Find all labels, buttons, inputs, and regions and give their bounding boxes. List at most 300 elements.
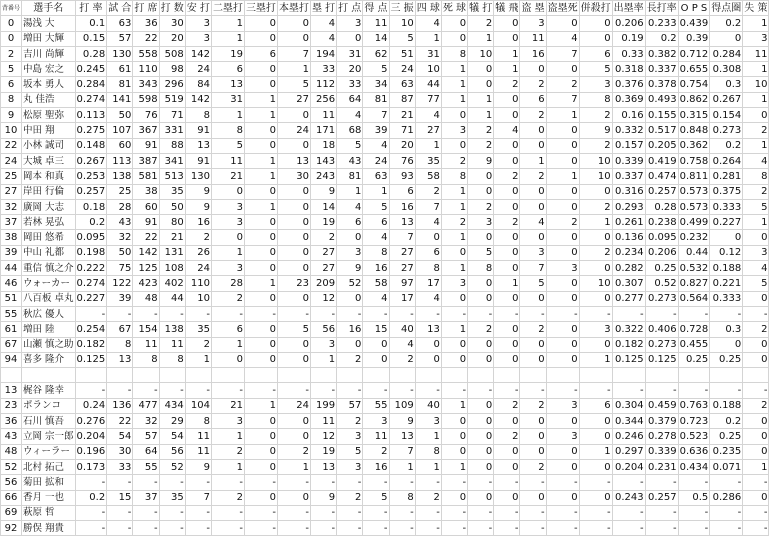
cell-stat[interactable]: 29 bbox=[159, 414, 185, 429]
cell-stat[interactable]: - bbox=[75, 383, 107, 398]
cell-stat[interactable]: 2 bbox=[520, 398, 546, 413]
cell-player-name[interactable]: 岡本 和真 bbox=[22, 169, 76, 184]
cell-stat[interactable]: 0 bbox=[743, 291, 769, 306]
cell-stat[interactable]: 1 bbox=[441, 398, 467, 413]
cell-stat[interactable]: 0.307 bbox=[612, 276, 645, 291]
cell-stat[interactable]: 0 bbox=[441, 138, 467, 153]
cell-stat[interactable]: 0 bbox=[494, 291, 520, 306]
cell-stat[interactable]: - bbox=[337, 306, 363, 321]
cell-stat[interactable]: - bbox=[107, 306, 133, 321]
cell-stat[interactable]: 3 bbox=[337, 429, 363, 444]
cell-stat[interactable]: 0 bbox=[546, 123, 579, 138]
cell-stat[interactable]: - bbox=[546, 306, 579, 321]
cell-stat[interactable]: 5 bbox=[468, 245, 494, 260]
cell-stat[interactable]: 56 bbox=[159, 444, 185, 459]
cell-stat[interactable]: 2 bbox=[468, 16, 494, 31]
cell-stat[interactable]: 2 bbox=[579, 245, 612, 260]
cell-stat[interactable]: 21 bbox=[159, 230, 185, 245]
cell-stat[interactable]: 0 bbox=[211, 230, 244, 245]
cell-stat[interactable]: 0.095 bbox=[75, 230, 107, 245]
cell-stat[interactable]: 1 bbox=[468, 108, 494, 123]
cell-stat[interactable]: 558 bbox=[133, 46, 159, 61]
cell-stat[interactable]: 0 bbox=[743, 429, 769, 444]
cell-stat[interactable]: 1 bbox=[743, 459, 769, 474]
cell-stat[interactable]: 51 bbox=[389, 46, 415, 61]
cell-stat[interactable]: 0.157 bbox=[612, 138, 645, 153]
cell-stat[interactable]: 0 bbox=[520, 199, 546, 214]
cell-stat[interactable]: 0 bbox=[494, 31, 520, 46]
cell-stat[interactable]: 1 bbox=[546, 169, 579, 184]
cell-stat[interactable]: 0.532 bbox=[678, 261, 710, 276]
cell-stat[interactable]: 0.573 bbox=[678, 184, 710, 199]
cell-stat[interactable]: - bbox=[579, 306, 612, 321]
cell-stat[interactable]: 0.28 bbox=[645, 199, 678, 214]
cell-stat[interactable]: 0.723 bbox=[678, 414, 710, 429]
cell-stat[interactable]: 33 bbox=[310, 62, 336, 77]
cell-stat[interactable]: 93 bbox=[389, 169, 415, 184]
cell-stat[interactable]: 0 bbox=[743, 352, 769, 367]
cell-stat[interactable]: 13 bbox=[211, 77, 244, 92]
cell-stat[interactable]: 0.811 bbox=[678, 169, 710, 184]
cell-stat[interactable]: 9 bbox=[389, 414, 415, 429]
cell-stat[interactable]: - bbox=[159, 383, 185, 398]
cell-stat[interactable]: - bbox=[310, 383, 336, 398]
cell-stat[interactable]: - bbox=[494, 505, 520, 520]
cell-stat[interactable]: - bbox=[107, 383, 133, 398]
cell-stat[interactable] bbox=[277, 368, 310, 383]
cell-number[interactable]: 66 bbox=[1, 490, 22, 505]
cell-player-name[interactable] bbox=[22, 368, 76, 383]
cell-stat[interactable]: 1 bbox=[441, 77, 467, 92]
cell-stat[interactable]: 52 bbox=[337, 276, 363, 291]
cell-stat[interactable]: 11 bbox=[211, 153, 244, 168]
cell-stat[interactable]: 1 bbox=[441, 184, 467, 199]
cell-player-name[interactable]: 北村 拓己 bbox=[22, 459, 76, 474]
cell-stat[interactable]: - bbox=[133, 306, 159, 321]
cell-stat[interactable]: - bbox=[468, 521, 494, 536]
cell-stat[interactable]: 0 bbox=[468, 414, 494, 429]
cell-stat[interactable]: 2 bbox=[310, 230, 336, 245]
cell-stat[interactable]: 19 bbox=[310, 215, 336, 230]
cell-stat[interactable]: 0 bbox=[546, 490, 579, 505]
cell-stat[interactable]: - bbox=[211, 521, 244, 536]
cell-stat[interactable]: 1 bbox=[494, 46, 520, 61]
cell-stat[interactable]: 0.227 bbox=[75, 291, 107, 306]
cell-stat[interactable]: 0 bbox=[468, 337, 494, 352]
cell-stat[interactable]: 0 bbox=[441, 414, 467, 429]
cell-stat[interactable]: 2 bbox=[468, 199, 494, 214]
cell-stat[interactable]: 2 bbox=[468, 322, 494, 337]
cell-number[interactable]: 67 bbox=[1, 337, 22, 352]
cell-player-name[interactable]: 丸 佳浩 bbox=[22, 92, 76, 107]
cell-stat[interactable]: 4 bbox=[310, 16, 336, 31]
cell-stat[interactable]: 0 bbox=[494, 322, 520, 337]
cell-stat[interactable]: 13 bbox=[277, 153, 310, 168]
cell-stat[interactable]: - bbox=[710, 475, 743, 490]
cell-stat[interactable]: 3 bbox=[579, 322, 612, 337]
cell-stat[interactable]: 40 bbox=[389, 322, 415, 337]
cell-stat[interactable]: 1 bbox=[441, 92, 467, 107]
cell-stat[interactable]: - bbox=[678, 521, 710, 536]
cell-stat[interactable]: - bbox=[337, 521, 363, 536]
cell-stat[interactable]: 57 bbox=[337, 398, 363, 413]
column-header[interactable]: 盗 塁 bbox=[520, 1, 546, 16]
cell-stat[interactable]: 0.16 bbox=[612, 108, 645, 123]
cell-stat[interactable]: 0 bbox=[494, 490, 520, 505]
cell-number[interactable]: 0 bbox=[1, 16, 22, 31]
cell-stat[interactable]: 2 bbox=[468, 138, 494, 153]
cell-stat[interactable]: 0.2 bbox=[710, 414, 743, 429]
cell-stat[interactable]: - bbox=[277, 521, 310, 536]
cell-stat[interactable]: 3 bbox=[441, 276, 467, 291]
cell-stat[interactable]: 108 bbox=[159, 261, 185, 276]
cell-stat[interactable]: 7 bbox=[546, 92, 579, 107]
cell-stat[interactable]: 0.375 bbox=[710, 184, 743, 199]
cell-stat[interactable]: - bbox=[185, 505, 211, 520]
cell-stat[interactable]: - bbox=[107, 505, 133, 520]
cell-stat[interactable]: - bbox=[211, 475, 244, 490]
cell-stat[interactable]: 1 bbox=[244, 108, 277, 123]
cell-stat[interactable]: 91 bbox=[133, 138, 159, 153]
cell-number[interactable]: 38 bbox=[1, 230, 22, 245]
cell-stat[interactable]: - bbox=[441, 383, 467, 398]
cell-stat[interactable]: 0.182 bbox=[75, 337, 107, 352]
cell-stat[interactable]: 2 bbox=[211, 444, 244, 459]
column-header[interactable]: 試 合 bbox=[107, 1, 133, 16]
cell-stat[interactable]: 71 bbox=[389, 123, 415, 138]
cell-stat[interactable]: 1 bbox=[579, 215, 612, 230]
cell-stat[interactable]: 0.378 bbox=[645, 77, 678, 92]
cell-stat[interactable]: 14 bbox=[363, 31, 389, 46]
cell-player-name[interactable]: 若林 晃弘 bbox=[22, 215, 76, 230]
cell-stat[interactable]: 0.25 bbox=[645, 261, 678, 276]
cell-stat[interactable]: 16 bbox=[363, 459, 389, 474]
cell-stat[interactable]: 60 bbox=[133, 199, 159, 214]
cell-stat[interactable]: 0.19 bbox=[612, 31, 645, 46]
cell-stat[interactable]: 0 bbox=[468, 459, 494, 474]
cell-stat[interactable]: 343 bbox=[133, 77, 159, 92]
cell-stat[interactable]: 8 bbox=[211, 123, 244, 138]
cell-stat[interactable]: 0 bbox=[520, 352, 546, 367]
cell-stat[interactable]: - bbox=[244, 383, 277, 398]
cell-stat[interactable]: 0 bbox=[520, 291, 546, 306]
cell-stat[interactable]: - bbox=[743, 521, 769, 536]
cell-stat[interactable]: 0.204 bbox=[75, 429, 107, 444]
cell-number[interactable]: 92 bbox=[1, 521, 22, 536]
cell-stat[interactable]: 17 bbox=[415, 276, 441, 291]
cell-stat[interactable]: - bbox=[468, 383, 494, 398]
cell-number[interactable]: 43 bbox=[1, 429, 22, 444]
column-header[interactable]: 犠 飛 bbox=[494, 1, 520, 16]
cell-stat[interactable]: 0 bbox=[546, 352, 579, 367]
cell-stat[interactable]: 423 bbox=[133, 276, 159, 291]
cell-stat[interactable]: 2 bbox=[337, 352, 363, 367]
cell-stat[interactable]: 0.439 bbox=[678, 16, 710, 31]
cell-stat[interactable] bbox=[337, 368, 363, 383]
cell-stat[interactable] bbox=[133, 368, 159, 383]
cell-stat[interactable]: 9 bbox=[579, 123, 612, 138]
cell-stat[interactable]: 0 bbox=[244, 490, 277, 505]
cell-stat[interactable]: 5 bbox=[743, 199, 769, 214]
cell-stat[interactable]: 0 bbox=[520, 230, 546, 245]
cell-stat[interactable]: - bbox=[743, 505, 769, 520]
cell-stat[interactable]: 2 bbox=[579, 108, 612, 123]
cell-stat[interactable]: 0.316 bbox=[612, 184, 645, 199]
cell-stat[interactable]: 0 bbox=[441, 31, 467, 46]
cell-stat[interactable]: 1 bbox=[468, 92, 494, 107]
cell-stat[interactable]: 0.155 bbox=[645, 108, 678, 123]
cell-stat[interactable]: 38 bbox=[133, 184, 159, 199]
cell-stat[interactable]: 44 bbox=[415, 77, 441, 92]
cell-stat[interactable]: 98 bbox=[159, 62, 185, 77]
cell-stat[interactable]: 0.337 bbox=[645, 62, 678, 77]
column-header[interactable]: 併殺打 bbox=[579, 1, 612, 16]
cell-stat[interactable]: - bbox=[277, 505, 310, 520]
cell-stat[interactable]: 16 bbox=[337, 322, 363, 337]
cell-stat[interactable]: 5 bbox=[277, 77, 310, 92]
cell-stat[interactable]: 64 bbox=[133, 444, 159, 459]
cell-stat[interactable]: 0.369 bbox=[612, 92, 645, 107]
cell-number[interactable]: 36 bbox=[1, 414, 22, 429]
cell-stat[interactable]: - bbox=[678, 306, 710, 321]
cell-stat[interactable]: 0.274 bbox=[75, 276, 107, 291]
cell-stat[interactable]: - bbox=[612, 521, 645, 536]
cell-stat[interactable]: 0.308 bbox=[710, 62, 743, 77]
cell-stat[interactable]: 10 bbox=[389, 16, 415, 31]
cell-stat[interactable]: 8 bbox=[415, 261, 441, 276]
cell-stat[interactable]: 3 bbox=[579, 77, 612, 92]
cell-stat[interactable]: 2 bbox=[546, 77, 579, 92]
cell-stat[interactable]: 8 bbox=[579, 92, 612, 107]
cell-player-name[interactable]: 大城 卓三 bbox=[22, 153, 76, 168]
cell-stat[interactable]: - bbox=[710, 505, 743, 520]
cell-stat[interactable]: 20 bbox=[337, 62, 363, 77]
cell-stat[interactable]: 1 bbox=[244, 398, 277, 413]
cell-stat[interactable]: 24 bbox=[389, 62, 415, 77]
cell-stat[interactable]: 0 bbox=[244, 184, 277, 199]
cell-player-name[interactable]: 萩原 哲 bbox=[22, 505, 76, 520]
column-header[interactable]: 塁 打 bbox=[310, 1, 336, 16]
cell-stat[interactable]: 0 bbox=[494, 414, 520, 429]
cell-stat[interactable]: 0.254 bbox=[75, 322, 107, 337]
cell-stat[interactable]: 0 bbox=[579, 230, 612, 245]
cell-stat[interactable]: 8 bbox=[743, 169, 769, 184]
cell-stat[interactable]: 0.198 bbox=[75, 245, 107, 260]
cell-stat[interactable]: 3 bbox=[337, 245, 363, 260]
cell-stat[interactable]: 0.763 bbox=[678, 398, 710, 413]
cell-stat[interactable]: 63 bbox=[363, 169, 389, 184]
cell-stat[interactable]: 5 bbox=[520, 276, 546, 291]
cell-stat[interactable]: 2 bbox=[494, 77, 520, 92]
cell-stat[interactable]: - bbox=[277, 306, 310, 321]
cell-stat[interactable]: - bbox=[546, 383, 579, 398]
cell-stat[interactable]: 1 bbox=[211, 245, 244, 260]
cell-stat[interactable]: - bbox=[579, 521, 612, 536]
cell-stat[interactable]: - bbox=[107, 475, 133, 490]
cell-stat[interactable]: 2 bbox=[185, 230, 211, 245]
cell-stat[interactable]: - bbox=[185, 306, 211, 321]
cell-stat[interactable]: 1 bbox=[520, 153, 546, 168]
cell-number[interactable]: 23 bbox=[1, 398, 22, 413]
cell-number[interactable]: 48 bbox=[1, 444, 22, 459]
cell-stat[interactable]: 35 bbox=[159, 490, 185, 505]
cell-stat[interactable]: 1 bbox=[244, 169, 277, 184]
column-header[interactable]: 打 席 bbox=[133, 1, 159, 16]
cell-stat[interactable]: 8 bbox=[415, 444, 441, 459]
cell-stat[interactable]: 0 bbox=[743, 337, 769, 352]
cell-stat[interactable]: - bbox=[520, 306, 546, 321]
cell-stat[interactable]: 0.655 bbox=[678, 62, 710, 77]
cell-stat[interactable]: 141 bbox=[107, 92, 133, 107]
cell-stat[interactable]: 0 bbox=[494, 459, 520, 474]
cell-stat[interactable]: 0.113 bbox=[75, 108, 107, 123]
cell-stat[interactable]: 112 bbox=[310, 77, 336, 92]
cell-stat[interactable]: 136 bbox=[107, 398, 133, 413]
cell-stat[interactable]: - bbox=[244, 521, 277, 536]
cell-stat[interactable]: 11 bbox=[363, 429, 389, 444]
cell-stat[interactable]: 91 bbox=[185, 153, 211, 168]
cell-stat[interactable]: 0 bbox=[546, 153, 579, 168]
cell-number[interactable]: 5 bbox=[1, 62, 22, 77]
cell-stat[interactable]: - bbox=[468, 306, 494, 321]
cell-stat[interactable]: - bbox=[310, 306, 336, 321]
cell-stat[interactable]: 0.173 bbox=[75, 459, 107, 474]
cell-stat[interactable]: 0.827 bbox=[678, 276, 710, 291]
cell-stat[interactable]: 0 bbox=[277, 31, 310, 46]
cell-stat[interactable]: 0.284 bbox=[75, 77, 107, 92]
cell-stat[interactable]: 0 bbox=[363, 352, 389, 367]
cell-stat[interactable]: - bbox=[107, 521, 133, 536]
cell-stat[interactable]: 0.284 bbox=[710, 46, 743, 61]
cell-stat[interactable]: 0.379 bbox=[645, 414, 678, 429]
cell-stat[interactable]: 0.25 bbox=[710, 429, 743, 444]
cell-stat[interactable]: 0 bbox=[546, 230, 579, 245]
cell-stat[interactable] bbox=[743, 368, 769, 383]
cell-stat[interactable]: 0 bbox=[211, 184, 244, 199]
cell-stat[interactable]: 0.257 bbox=[645, 184, 678, 199]
cell-stat[interactable]: 88 bbox=[159, 138, 185, 153]
cell-stat[interactable]: 0 bbox=[244, 261, 277, 276]
cell-stat[interactable]: 0 bbox=[441, 429, 467, 444]
cell-stat[interactable]: 24 bbox=[277, 398, 310, 413]
cell-stat[interactable]: 0 bbox=[494, 337, 520, 352]
cell-stat[interactable]: 0.459 bbox=[645, 398, 678, 413]
cell-stat[interactable]: 4 bbox=[389, 337, 415, 352]
cell-stat[interactable]: 171 bbox=[310, 123, 336, 138]
cell-stat[interactable]: 22 bbox=[133, 230, 159, 245]
cell-stat[interactable]: - bbox=[133, 505, 159, 520]
cell-stat[interactable]: 5 bbox=[211, 138, 244, 153]
cell-stat[interactable]: - bbox=[389, 505, 415, 520]
cell-stat[interactable]: 0.205 bbox=[645, 138, 678, 153]
cell-stat[interactable]: 21 bbox=[211, 398, 244, 413]
cell-stat[interactable]: 64 bbox=[337, 92, 363, 107]
cell-stat[interactable]: 11 bbox=[363, 16, 389, 31]
cell-stat[interactable]: 11 bbox=[743, 46, 769, 61]
cell-stat[interactable] bbox=[185, 368, 211, 383]
cell-stat[interactable]: 0.277 bbox=[612, 291, 645, 306]
cell-stat[interactable]: 35 bbox=[159, 184, 185, 199]
cell-player-name[interactable]: 湯浅 大 bbox=[22, 16, 76, 31]
cell-stat[interactable]: 7 bbox=[363, 108, 389, 123]
cell-stat[interactable]: 8 bbox=[389, 490, 415, 505]
cell-stat[interactable]: - bbox=[389, 521, 415, 536]
cell-stat[interactable]: 0 bbox=[441, 337, 467, 352]
cell-stat[interactable]: 0.136 bbox=[612, 230, 645, 245]
cell-stat[interactable]: 2 bbox=[211, 291, 244, 306]
cell-stat[interactable]: 40 bbox=[415, 398, 441, 413]
cell-stat[interactable]: 9 bbox=[185, 459, 211, 474]
cell-stat[interactable]: 2 bbox=[494, 398, 520, 413]
cell-stat[interactable]: 0.322 bbox=[612, 322, 645, 337]
cell-stat[interactable]: - bbox=[494, 306, 520, 321]
cell-player-name[interactable]: 松原 聖弥 bbox=[22, 108, 76, 123]
cell-stat[interactable] bbox=[546, 368, 579, 383]
cell-stat[interactable]: 0.148 bbox=[75, 138, 107, 153]
cell-stat[interactable]: 0 bbox=[277, 352, 310, 367]
cell-stat[interactable]: 56 bbox=[310, 322, 336, 337]
cell-stat[interactable]: - bbox=[579, 505, 612, 520]
cell-stat[interactable]: - bbox=[520, 505, 546, 520]
cell-stat[interactable] bbox=[710, 368, 743, 383]
cell-stat[interactable]: 0 bbox=[415, 337, 441, 352]
cell-stat[interactable]: 0.318 bbox=[612, 62, 645, 77]
cell-number[interactable]: 13 bbox=[1, 383, 22, 398]
cell-stat[interactable]: 0.206 bbox=[645, 245, 678, 260]
cell-stat[interactable]: 3 bbox=[337, 16, 363, 31]
cell-stat[interactable]: 48 bbox=[133, 291, 159, 306]
cell-stat[interactable]: 130 bbox=[185, 169, 211, 184]
cell-stat[interactable]: 0 bbox=[579, 414, 612, 429]
cell-stat[interactable]: 0 bbox=[520, 429, 546, 444]
cell-stat[interactable]: - bbox=[75, 306, 107, 321]
cell-number[interactable]: 51 bbox=[1, 291, 22, 306]
cell-stat[interactable]: 1 bbox=[244, 92, 277, 107]
cell-stat[interactable]: 0 bbox=[277, 261, 310, 276]
cell-stat[interactable]: 3 bbox=[310, 337, 336, 352]
cell-stat[interactable]: 0.52 bbox=[645, 276, 678, 291]
cell-stat[interactable]: 0 bbox=[520, 414, 546, 429]
cell-stat[interactable]: 0.243 bbox=[612, 490, 645, 505]
cell-stat[interactable]: 3 bbox=[743, 31, 769, 46]
cell-stat[interactable]: 11 bbox=[185, 429, 211, 444]
cell-stat[interactable]: 31 bbox=[415, 46, 441, 61]
cell-player-name[interactable]: ポランコ bbox=[22, 398, 76, 413]
cell-stat[interactable]: 81 bbox=[107, 77, 133, 92]
column-header[interactable]: 三 振 bbox=[389, 1, 415, 16]
cell-player-name[interactable]: ウィーラー bbox=[22, 444, 76, 459]
cell-stat[interactable]: 0 bbox=[468, 352, 494, 367]
cell-stat[interactable]: 6 bbox=[211, 62, 244, 77]
cell-stat[interactable]: 0.233 bbox=[645, 16, 678, 31]
cell-player-name[interactable]: 石川 慎吾 bbox=[22, 414, 76, 429]
cell-stat[interactable]: 3 bbox=[441, 123, 467, 138]
cell-stat[interactable]: 0 bbox=[468, 490, 494, 505]
cell-stat[interactable]: 8 bbox=[107, 337, 133, 352]
cell-stat[interactable]: 1 bbox=[337, 184, 363, 199]
cell-stat[interactable]: 1 bbox=[244, 153, 277, 168]
cell-stat[interactable]: 2 bbox=[415, 184, 441, 199]
cell-stat[interactable]: - bbox=[645, 521, 678, 536]
cell-stat[interactable]: 6 bbox=[244, 46, 277, 61]
cell-player-name[interactable]: 山瀬 慎之助 bbox=[22, 337, 76, 352]
cell-stat[interactable]: 22 bbox=[107, 414, 133, 429]
cell-stat[interactable]: 0.728 bbox=[678, 322, 710, 337]
cell-stat[interactable]: 55 bbox=[133, 459, 159, 474]
cell-stat[interactable]: 35 bbox=[415, 153, 441, 168]
cell-stat[interactable]: 341 bbox=[159, 153, 185, 168]
cell-number[interactable]: 61 bbox=[1, 322, 22, 337]
